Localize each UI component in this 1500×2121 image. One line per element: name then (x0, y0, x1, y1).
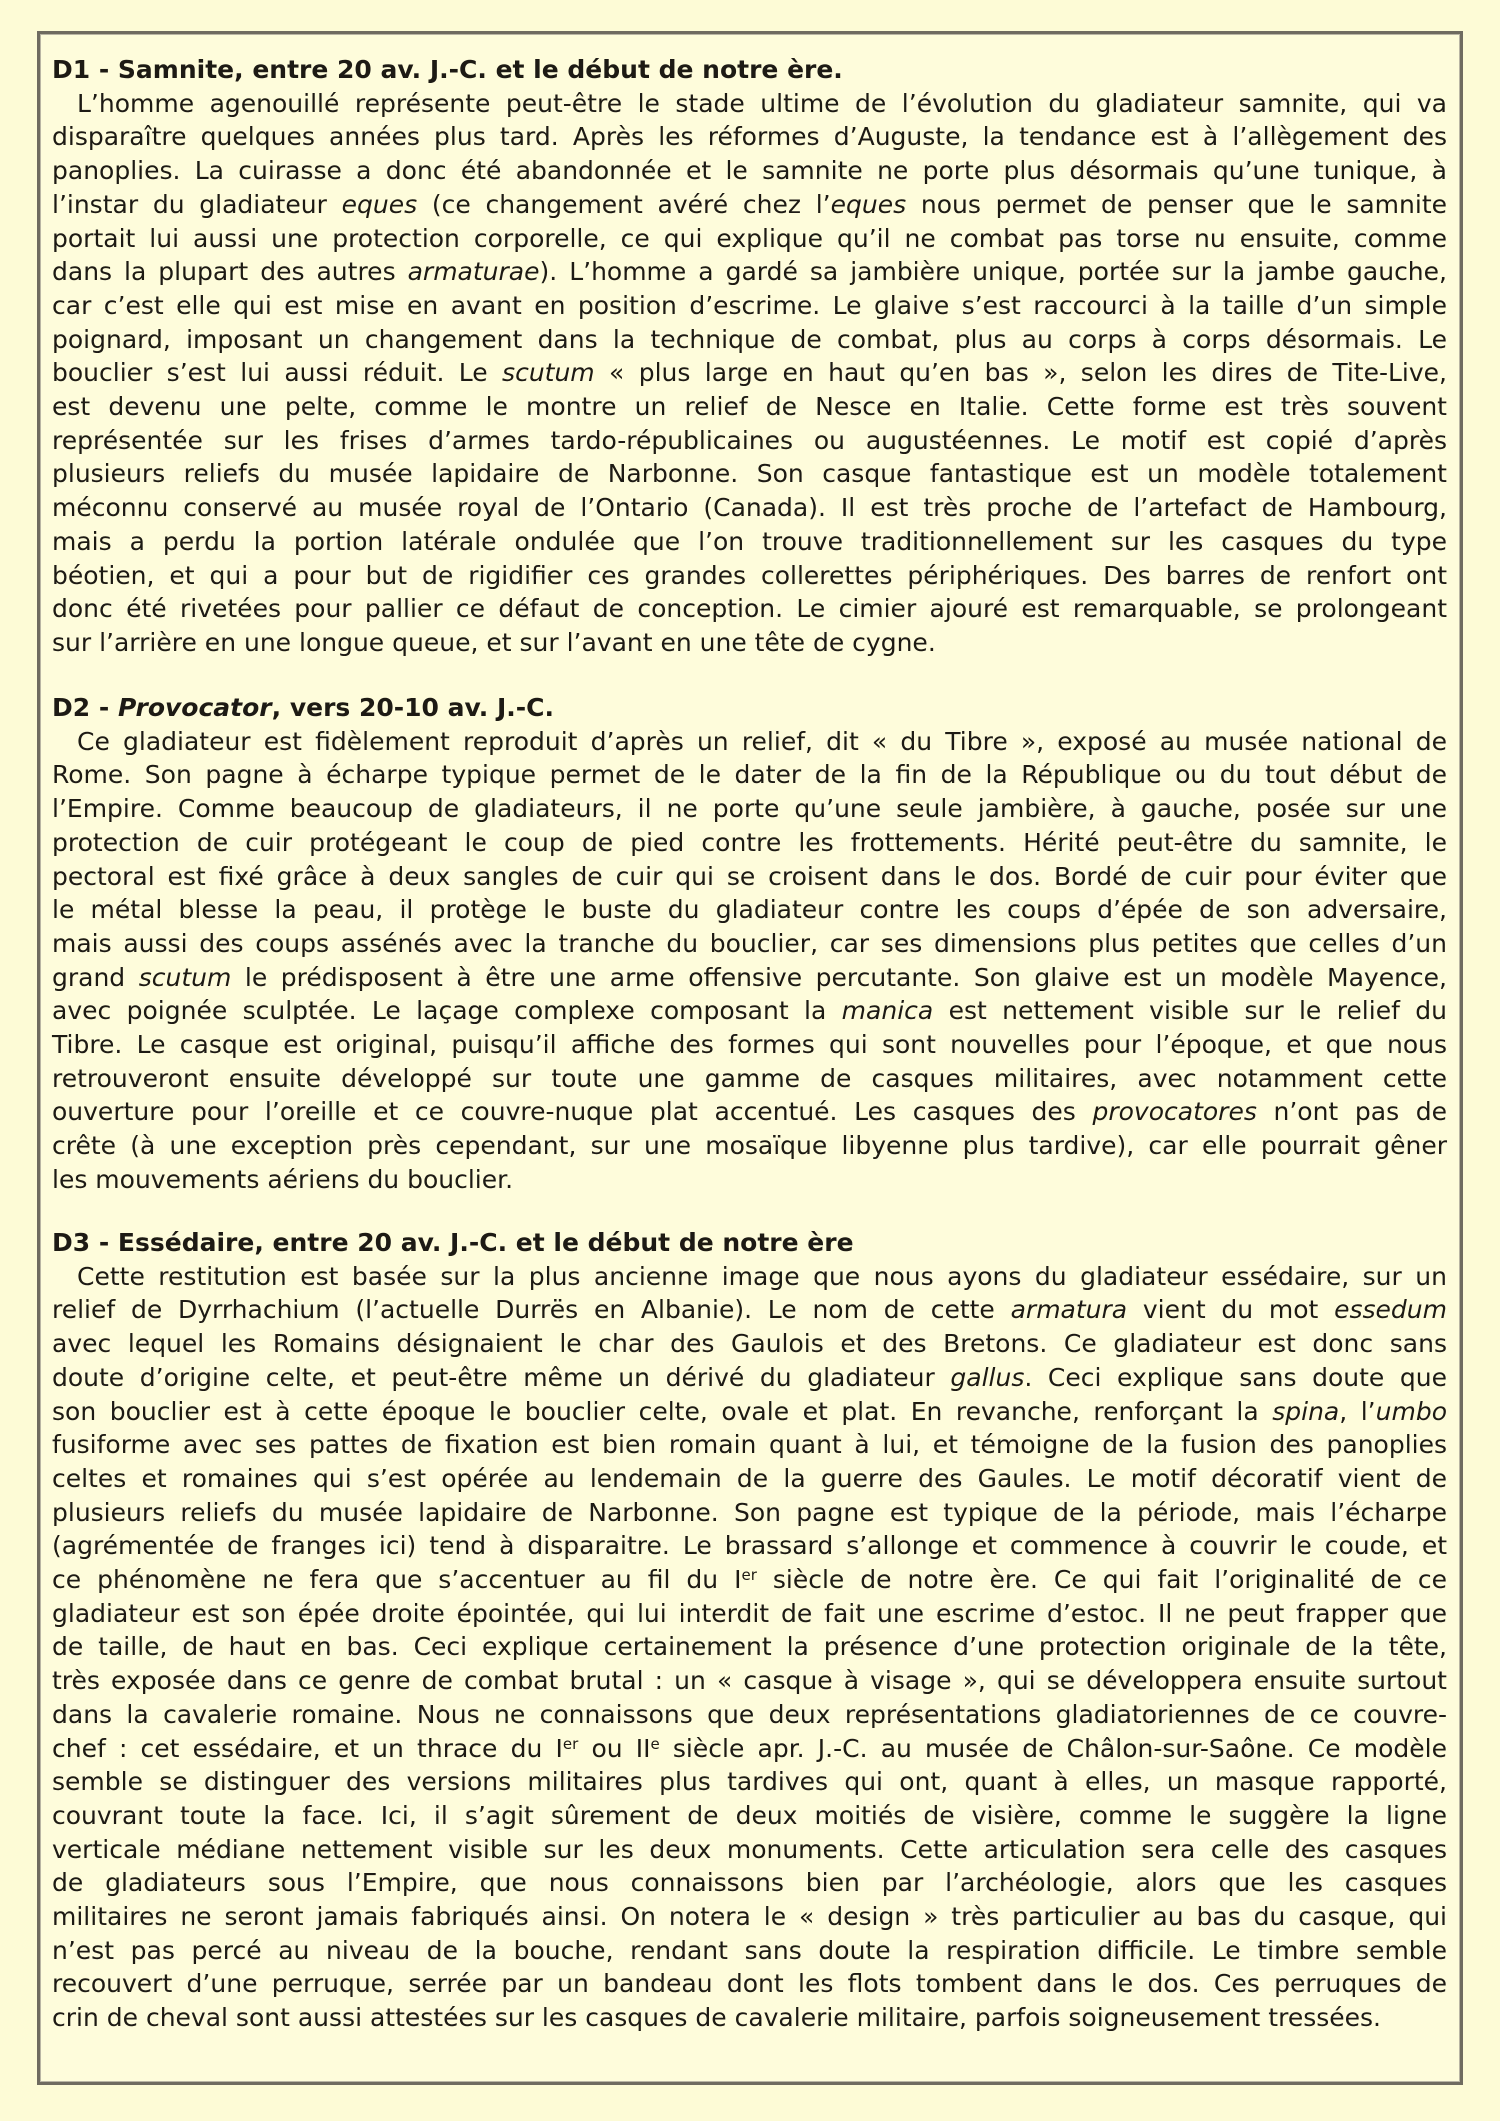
text-run: avec lequel les Romains désignaient le char des Gaulois et des Bretons. Ce gladiateur est donc sans (52, 1329, 1447, 1359)
text-run: crête (à une exception près cependant, sur une mosaïque libyenne plus tardive), car elle pourrait gêner (52, 1131, 1447, 1161)
paragraph-line (52, 1327, 1447, 1361)
italic-text: eques (341, 189, 418, 219)
text-run: ). L’homme a gardé sa jambière unique, portée sur la jambe gauche, (539, 257, 1447, 287)
paragraph-line (52, 961, 1447, 995)
paragraph-line (52, 1428, 1447, 1462)
italic-text: manica (841, 996, 934, 1026)
paragraph-line (52, 1833, 1447, 1867)
text-run: Ce gladiateur est fidèlement reproduit d’après un relief, dit « du Tibre », exposé au musée national de (77, 726, 1447, 756)
text-run: car c’est elle qui est mise en avant en position d’escrime. Le glaive s’est raccourci à la taille d’un simple (52, 290, 1447, 320)
text-run: Rome. Son pagne à écharpe typique permet de le dater de la fin de la République ou du tout début de (52, 760, 1447, 790)
italic-text: armaturae (407, 257, 540, 287)
text-run: est devenu une pelte, comme le montre un relief de Nesce en Italie. Cette forme est très souvent (52, 392, 1447, 421)
superscript: e (650, 1734, 660, 1753)
text-run: plusieurs reliefs du musée lapidaire de Narbonne. Son pagne est typique de la période, mais l’écharpe (52, 1497, 1447, 1527)
text-run: doute d’origine celte, et peut-être même un dérivé du gladiateur (52, 1362, 951, 1392)
paragraph-line (52, 758, 1447, 792)
paragraph-line (52, 1563, 1447, 1597)
text-run: portait lui aussi une protection corporelle, ce qui explique qu’il ne combat pas torse nu ensuite, comme (52, 223, 1447, 253)
text-run: Cette restitution est basée sur la plus ancienne image que nous ayons du gladiateur essédaire, sur un (77, 1261, 1447, 1291)
paragraph-line (52, 188, 1447, 222)
text-run: . Ceci explique sans doute que (1024, 1362, 1447, 1392)
text-run: est nettement visible sur le relief du (933, 996, 1447, 1026)
paragraph-line (52, 1496, 1447, 1530)
paragraph-line (52, 1630, 1447, 1664)
superscript: er (741, 1565, 757, 1584)
text-run: gladiateur est son épée droite épointée, qui lui interdit de fait une escrime d’estoc. Il ne peut frapper que (52, 1598, 1447, 1628)
paragraph-line (52, 222, 1447, 256)
italic-text: provocatores (1092, 1097, 1257, 1127)
italic-text: scutum (138, 962, 232, 992)
text-run: (agrémentée de franges ici) tend à disparaitre. Le brassard s’allonge et commence à couvrir le coude, et (52, 1531, 1447, 1561)
text-run: , l’ (1339, 1396, 1376, 1426)
text-run: son bouclier est à cette époque le bouclier celte, ovale et plat. En revanche, renforçant la (52, 1396, 1273, 1426)
section-title (52, 53, 1447, 87)
text-run: dans la plupart des autres (52, 257, 408, 287)
paragraph-line (52, 1129, 1447, 1163)
text-run: les mouvements aériens du bouclier. (52, 1164, 514, 1194)
text-run: siècle apr. J.-C. au musée de Châlon-sur-Saône. Ce modèle (659, 1733, 1447, 1763)
text-run: D2 - (52, 693, 118, 722)
text-run: disparaître quelques années plus tard. Après les réformes d’Auguste, la tendance est à l’allègement des (52, 122, 1447, 152)
superscript: er (562, 1734, 579, 1753)
paragraph-line (52, 1095, 1447, 1129)
paragraph-line (52, 2001, 1447, 2035)
text-run: nous permet de penser que le samnite (906, 189, 1448, 219)
text-run: Tibre. Le casque est original, puisqu’il affiche des formes qui sont nouvelles pour l’époque, et que nous (52, 1030, 1447, 1059)
text-run: mais aussi des coups assénés avec la tranche du bouclier, car ses dimensions plus petites que celles d’un (52, 928, 1447, 958)
text-run: n’est pas percé au niveau de la bouche, rendant sans doute la respiration difficile. Le timbre semble (52, 1935, 1447, 1965)
paragraph-line (52, 424, 1447, 458)
text-run: retrouveront ensuite développé sur toute une gamme de casques militaires, avec notamment cette (52, 1063, 1447, 1093)
text-run: (ce changement avéré chez l’ (417, 189, 831, 219)
text-run: , vers 20-10 av. J.-C. (271, 693, 554, 722)
text-run: ce phénomène ne fera que s’accentuer au fil du I (52, 1565, 742, 1594)
paragraph-line (52, 1062, 1447, 1096)
text-run: pectoral est fixé grâce à deux sangles de cuir qui se croisent dans le dos. Bordé de cuir pour éviter que (52, 861, 1447, 891)
text-run: grand (52, 962, 139, 992)
text-run: siècle de notre ère. Ce qui fait l’originalité de ce (756, 1565, 1448, 1594)
text-run: couvrant toute la face. Ici, il s’agit sûrement de deux moitiés de visière, comme le suggère la ligne (52, 1800, 1447, 1830)
text-run: crin de cheval sont aussi attestées sur les casques de cavalerie militaire, parfois soigneusement tressées. (52, 2003, 1382, 2033)
paragraph-line (52, 1664, 1447, 1698)
paragraph-line (52, 1765, 1447, 1799)
italic-text: armatura (1010, 1295, 1128, 1325)
text-run: poignard, imposant un changement dans la technique de combat, plus au corps à corps désormais. Le (52, 324, 1447, 354)
text-run: représentée sur les frises d’armes tardo-républicaines ou augustéennes. Le motif est copié d’après (52, 425, 1447, 455)
paragraph-line (52, 860, 1447, 894)
text-run: de taille, de haut en bas. Ceci explique certainement la présence d’une protection originale de la tête, (52, 1632, 1447, 1662)
section-title (52, 691, 1447, 725)
text-run: D1 - Samnite, entre 20 av. J.-C. et le début de notre ère. (52, 55, 843, 84)
paragraph-line (52, 792, 1447, 826)
paragraph-line (52, 1028, 1447, 1062)
italic-text: Provocator (117, 693, 272, 722)
paragraph-line (52, 255, 1447, 289)
text-run: très exposée dans ce genre de combat brutal : un « casque à visage », qui se développera ensuite surtout (52, 1666, 1447, 1696)
text-run: dans la cavalerie romaine. Nous ne connaissons que deux représentations gladiatoriennes de ce couvre- (52, 1699, 1447, 1729)
text-run: de gladiateurs sous l’Empire, que nous connaissons bien par l’archéologie, alors que les casques (52, 1868, 1447, 1898)
section-title (52, 1226, 1447, 1260)
text-run: plusieurs reliefs du musée lapidaire de Narbonne. Son casque fantastique est un modèle totalement (52, 459, 1447, 489)
paragraph-line (52, 826, 1447, 860)
text-run: semble se distinguer des versions militaires plus tardives qui ont, quant à elles, un masque rapporté, (52, 1767, 1447, 1797)
paragraph-line (52, 154, 1447, 188)
text-run: L’homme agenouillé représente peut-être le stade ultime de l’évolution du gladiateur samnite, qui va (77, 88, 1447, 118)
italic-text: spina (1272, 1396, 1340, 1426)
text-run: mais a perdu la portion latérale ondulée que l’on trouve traditionnellement sur les casques du type (52, 526, 1447, 556)
paragraph-line (52, 592, 1447, 626)
paragraph-line (52, 1799, 1447, 1833)
text-run: donc été rivetées pour pallier ce défaut de conception. Le cimier ajouré est remarquable, se prolongeant (52, 594, 1447, 624)
paragraph-line (52, 994, 1447, 1028)
italic-text: eques (830, 189, 907, 219)
paragraph-line (52, 87, 1447, 121)
text-run: le métal blesse la peau, il protège le buste du gladiateur contre les coups d’épée de son adversaire, (52, 895, 1447, 925)
paragraph-line (52, 1866, 1447, 1900)
paragraph-line (52, 491, 1447, 525)
text-run: panoplies. La cuirasse a donc été abandonnée et le samnite ne porte plus désormais qu’une tunique, à (52, 156, 1447, 186)
text-run: recouvert d’une perruque, serrée par un bandeau dont les flots tombent dans le dos. Ces perruques de (52, 1969, 1447, 1999)
paragraph-line (52, 1163, 1447, 1197)
paragraph-line (52, 1597, 1447, 1631)
text-run: relief de Dyrrhachium (l’actuelle Durrës en Albanie). Le nom de cette (52, 1295, 1011, 1325)
paragraph-line (52, 1967, 1447, 2001)
paragraph-line (52, 356, 1447, 390)
text-run: « plus large en haut qu’en bas », selon les dires de Tite-Live, (594, 358, 1447, 388)
text-run: n’ont pas de (1256, 1097, 1447, 1127)
text-run: verticale médiane nettement visible sur les deux monuments. Cette articulation sera celle des casques (52, 1834, 1447, 1864)
paragraph-line (52, 725, 1447, 759)
text-run: l’Empire. Comme beaucoup de gladiateurs, il ne porte qu’une seule jambière, à gauche, posée sur une (52, 794, 1447, 824)
paragraph-line (52, 289, 1447, 323)
paragraph-line (52, 1934, 1447, 1968)
paragraph-line (52, 927, 1447, 961)
paragraph-line (52, 525, 1447, 559)
paragraph-line (52, 1293, 1447, 1327)
text-run: bouclier s’est lui aussi réduit. Le (52, 358, 503, 388)
text-run: ou II (578, 1733, 651, 1763)
text-run: vient du mot (1127, 1295, 1335, 1325)
text-run: béotien, et qui a pour but de rigidifier ces grandes collerettes périphériques. Des barres de renfort ont (52, 560, 1447, 590)
text-run: fusiforme avec ses pattes de fixation est bien romain quant à lui, et témoigne de la fusion des panoplies (52, 1430, 1447, 1460)
paragraph-line (52, 323, 1447, 357)
paragraph-line (52, 893, 1447, 927)
text-run: le prédisposent à être une arme offensive percutante. Son glaive est un modèle Mayence, (231, 962, 1447, 992)
paragraph-line (52, 1395, 1447, 1429)
paragraph-line (52, 1732, 1447, 1766)
italic-text: essedum (1334, 1295, 1447, 1325)
text-run: chef : cet essédaire, et un thrace du I (52, 1733, 563, 1763)
italic-text: scutum (502, 358, 595, 388)
paragraph-line (52, 626, 1447, 660)
text-run: protection de cuir protégeant le coup de pied contre les frottements. Hérité peut-être du samnite, le (52, 827, 1447, 857)
text-run: méconnu conservé au musée royal de l’Ontario (Canada). Il est très proche de l’artefact de Hambourg, (52, 493, 1447, 523)
text-run: celtes et romaines qui s’est opérée au lendemain de la guerre des Gaules. Le motif décoratif vient de (52, 1463, 1447, 1493)
text-run: D3 - Essédaire, entre 20 av. J.-C. et le début de notre ère (52, 1228, 854, 1257)
text-run: ouverture pour l’oreille et ce couvre-nuque plat accentué. Les casques des (52, 1097, 1093, 1127)
paragraph-line (52, 390, 1447, 424)
paragraph-line (52, 1462, 1447, 1496)
text-run: l’instar du gladiateur (52, 189, 342, 219)
italic-text: gallus (950, 1362, 1025, 1392)
paragraph-line (52, 1529, 1447, 1563)
paragraph-line (52, 457, 1447, 491)
italic-text: umbo (1375, 1396, 1447, 1426)
paragraph-line (52, 1260, 1447, 1294)
text-run: sur l’arrière en une longue queue, et sur l’avant en une tête de cygne. (52, 627, 936, 657)
text-run: militaires ne seront jamais fabriqués ainsi. On notera le « design » très particulier au bas du casque, qui (52, 1902, 1447, 1931)
paragraph-line (52, 120, 1447, 154)
paragraph-line (52, 1900, 1447, 1934)
paragraph-line (52, 559, 1447, 593)
text-run: avec poignée sculptée. Le laçage complexe composant la (52, 996, 842, 1026)
paragraph-line (52, 1698, 1447, 1732)
paragraph-line (52, 1361, 1447, 1395)
